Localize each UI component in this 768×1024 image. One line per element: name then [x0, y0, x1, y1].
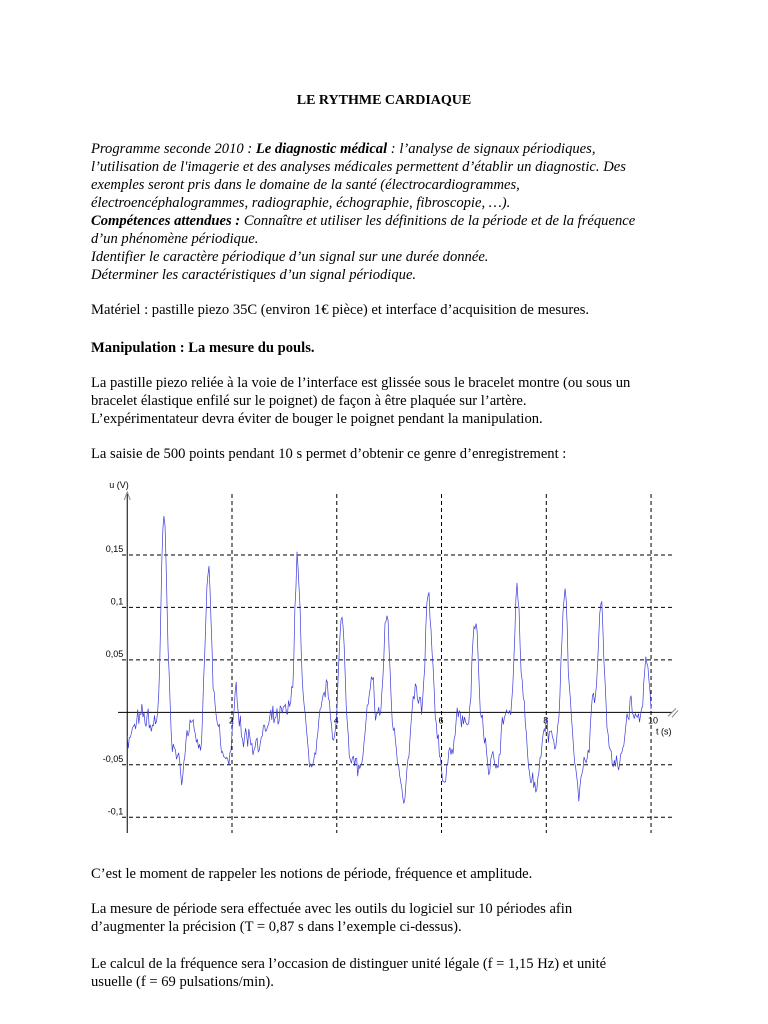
- y-axis-label: u (V): [109, 480, 129, 490]
- chart-axes: [109, 480, 678, 833]
- x-tick-label: 4: [333, 715, 339, 726]
- calcul-line-1: Le calcul de la fréquence sera l’occasion de distinguer unité légale (f = 1,15 Hz) et unité: [91, 956, 607, 972]
- programme-line-4: électroencéphalogrammes, radiographie, échographie, fibroscopie, …).: [91, 195, 511, 211]
- x-tick-label: 10: [648, 715, 659, 726]
- programme-line-8: Déterminer les caractéristiques d’un signal périodique.: [91, 267, 417, 283]
- programme-bold-topic: Le diagnostic médical: [255, 141, 388, 157]
- document-title: LE RYTHME CARDIAQUE: [296, 93, 472, 108]
- mesure-line-1: La mesure de période sera effectuée avec les outils du logiciel sur 10 périodes afin: [91, 901, 573, 917]
- manip-line-2: bracelet élastique enfilé sur le poignet) de façon à être plaquée sur l’artère.: [91, 393, 527, 409]
- y-tick-label: 0,15: [105, 543, 124, 554]
- after-chart-line: C’est le moment de rappeler les notions de période, fréquence et amplitude.: [91, 866, 533, 882]
- manip-line-3: L’expérimentateur devra éviter de bouger le poignet pendant la manipulation.: [91, 411, 543, 427]
- programme-line-2: l’utilisation de l'imagerie et des analyses médicales permettent d’établir un diagnostic. Des: [91, 159, 626, 175]
- chart-ticks: [103, 544, 658, 816]
- programme-line-3: exemples seront pris dans le domaine de la santé (électrocardiogrammes,: [91, 177, 520, 193]
- materiel-line: Matériel : pastille piezo 35C (environ 1€ pièce) et interface d’acquisition de mesures.: [91, 302, 590, 318]
- programme-line-7: Identifier le caractère périodique d’un signal sur une durée donnée.: [91, 249, 489, 265]
- competences-line: Compétences attendues : Connaître et utiliser les définitions de la période et de la fréquence: [91, 213, 636, 229]
- programme-line-1: Programme seconde 2010 : Le diagnostic médical : l’analyse de signaux périodiques,: [91, 141, 596, 157]
- competences-label: Compétences attendues :: [91, 213, 241, 229]
- x-tick-label: 8: [543, 715, 549, 726]
- mesure-line-2: d’augmenter la précision (T = 0,87 s dans l’exemple ci-dessus).: [91, 919, 462, 935]
- x-axis-label: t (s): [656, 726, 672, 737]
- x-tick-label: 2: [229, 715, 235, 726]
- manip-line-1: La pastille piezo reliée à la voie de l’interface est glissée sous le bracelet montre (ou sous un: [91, 375, 631, 391]
- manipulation-heading: Manipulation : La mesure du pouls.: [91, 340, 315, 356]
- y-tick-label: 0,05: [105, 648, 124, 659]
- programme-line-6: d’un phénomène périodique.: [91, 231, 259, 247]
- calcul-line-2: usuelle (f = 69 pulsations/min).: [91, 974, 274, 990]
- y-tick-label: 0,1: [110, 596, 124, 607]
- x-tick-label: 6: [438, 715, 444, 726]
- saisie-line: La saisie de 500 points pendant 10 s permet d’obtenir ce genre d’enregistrement :: [91, 446, 567, 462]
- y-tick-label: -0,05: [102, 753, 124, 764]
- y-tick-label: -0,1: [107, 806, 124, 817]
- pulse-chart: [0, 470, 768, 850]
